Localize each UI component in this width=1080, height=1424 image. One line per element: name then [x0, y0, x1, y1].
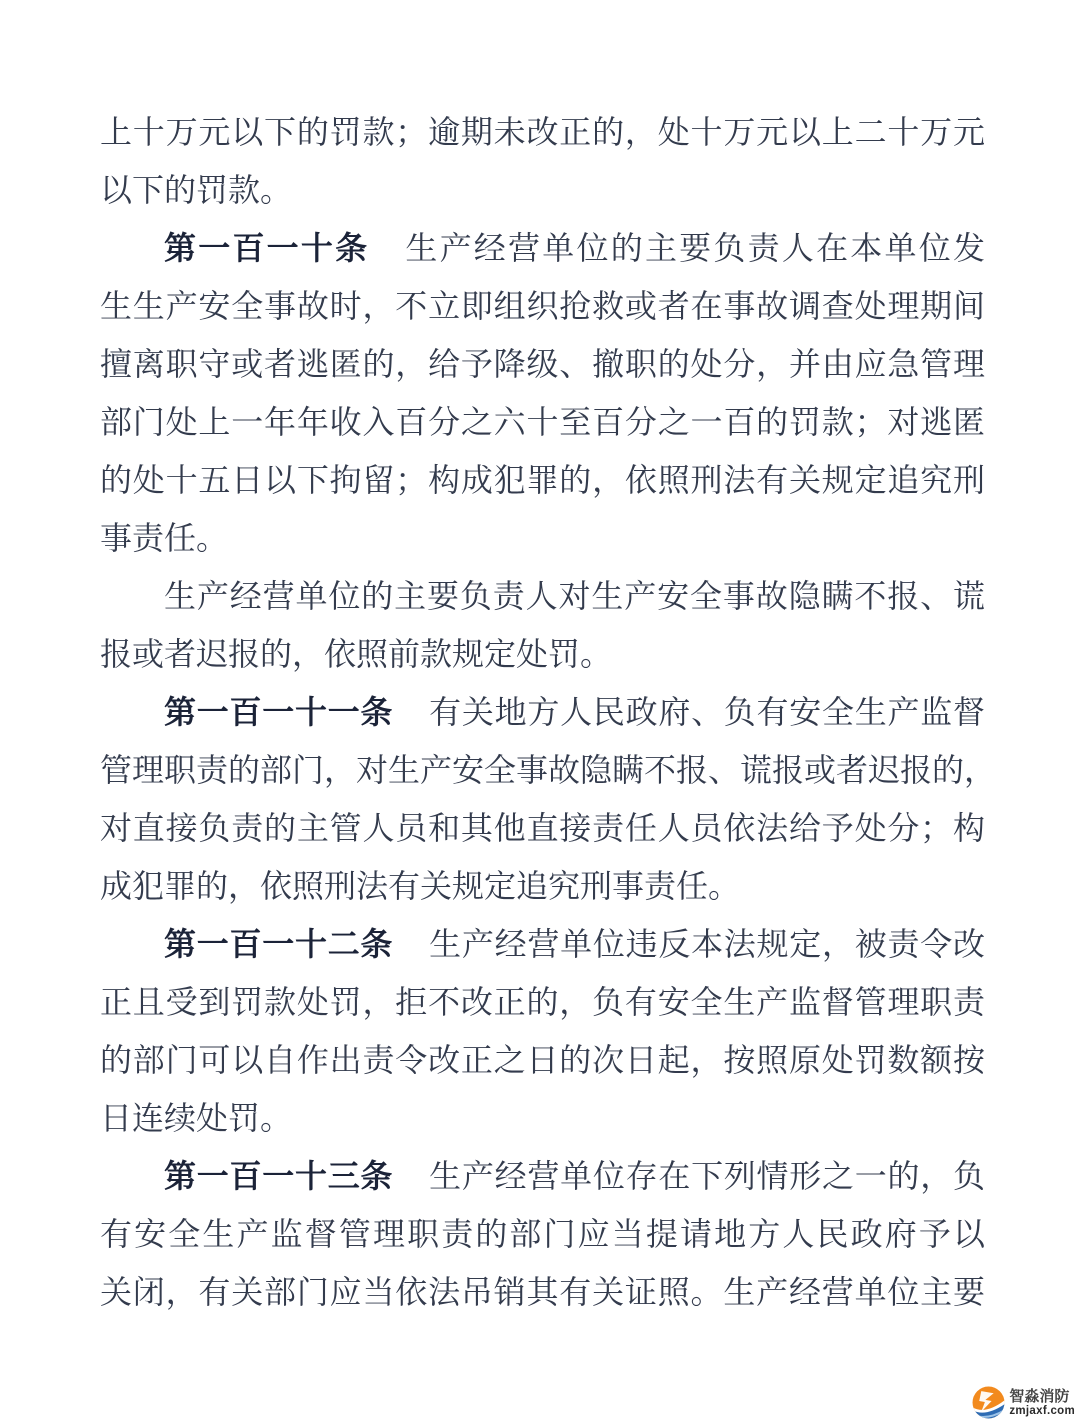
article-number: 第一百一十三条 [164, 1158, 394, 1194]
line-text: 管理职责的部门，对生产安全事故隐瞒不报、谎报或者迟报的， [100, 752, 997, 788]
line-text: 擅离职守或者逃匿的，给予降级、撤职的处分，并由应急管理 [100, 346, 985, 382]
text-line [100, 567, 985, 625]
text-line [100, 1031, 985, 1089]
line-text: 有关地方人民政府、负有安全生产监督 [429, 694, 985, 730]
line-text: 的部门可以自作出责令改正之日的次日起，按照原处罚数额按 [100, 1042, 985, 1078]
line-text: 成犯罪的，依照刑法有关规定追究刑事责任。 [100, 868, 741, 904]
watermark [972, 1386, 1075, 1419]
text-line [100, 277, 985, 335]
line-text: 生产经营单位违反本法规定，被责令改 [429, 926, 985, 962]
text-line [100, 1089, 985, 1147]
text-line [100, 799, 985, 857]
document-body [100, 103, 997, 1321]
line-text: 事责任。 [100, 520, 229, 556]
text-line [100, 335, 985, 393]
line-text: 部门处上一年年收入百分之六十至百分之一百的罚款；对逃匿 [100, 404, 985, 440]
text-line [100, 451, 985, 509]
text-line [100, 219, 985, 277]
line-text: 的处十五日以下拘留；构成犯罪的，依照刑法有关规定追究刑 [100, 462, 985, 498]
text-line [100, 393, 985, 451]
article-number: 第一百一十条 [164, 230, 370, 266]
article-number: 第一百一十二条 [164, 926, 394, 962]
brand-logo-icon [972, 1386, 1005, 1419]
text-line [100, 683, 985, 741]
text-line [100, 625, 985, 683]
line-text: 以下的罚款。 [100, 172, 293, 208]
line-text: 正且受到罚款处罚，拒不改正的，负有安全生产监督管理职责 [100, 984, 985, 1020]
line-text: 生产经营单位的主要负责人对生产安全事故隐瞒不报、谎 [164, 578, 985, 614]
text-line [100, 103, 985, 161]
text-line [100, 1263, 985, 1321]
line-text: 有安全生产监督管理职责的部门应当提请地方人民政府予以 [100, 1216, 985, 1252]
brand-domain: zmjaxf.com [1009, 1404, 1075, 1417]
watermark-text [1009, 1388, 1075, 1418]
text-line [100, 509, 985, 567]
line-text: 报或者迟报的，依照前款规定处罚。 [100, 636, 613, 672]
text-line [100, 1205, 985, 1263]
text-line [100, 161, 985, 219]
line-text: 日连续处罚。 [100, 1100, 293, 1136]
line-text: 生生产安全事故时，不立即组织抢救或者在事故调查处理期间 [100, 288, 985, 324]
text-line [100, 741, 997, 799]
brand-name: 智淼消防 [1009, 1387, 1070, 1405]
text-line [100, 857, 985, 915]
line-text: 生产经营单位的主要负责人在本单位发 [405, 230, 985, 266]
text-line [100, 915, 985, 973]
line-text: 上十万元以下的罚款；逾期未改正的，处十万元以上二十万元 [100, 114, 985, 150]
article-number: 第一百一十一条 [164, 694, 394, 730]
text-line [100, 973, 985, 1031]
line-text: 关闭，有关部门应当依法吊销其有关证照。生产经营单位主要 [100, 1274, 985, 1310]
line-text: 对直接负责的主管人员和其他直接责任人员依法给予处分；构 [100, 810, 985, 846]
text-line [100, 1147, 985, 1205]
line-text: 生产经营单位存在下列情形之一的，负 [429, 1158, 985, 1194]
